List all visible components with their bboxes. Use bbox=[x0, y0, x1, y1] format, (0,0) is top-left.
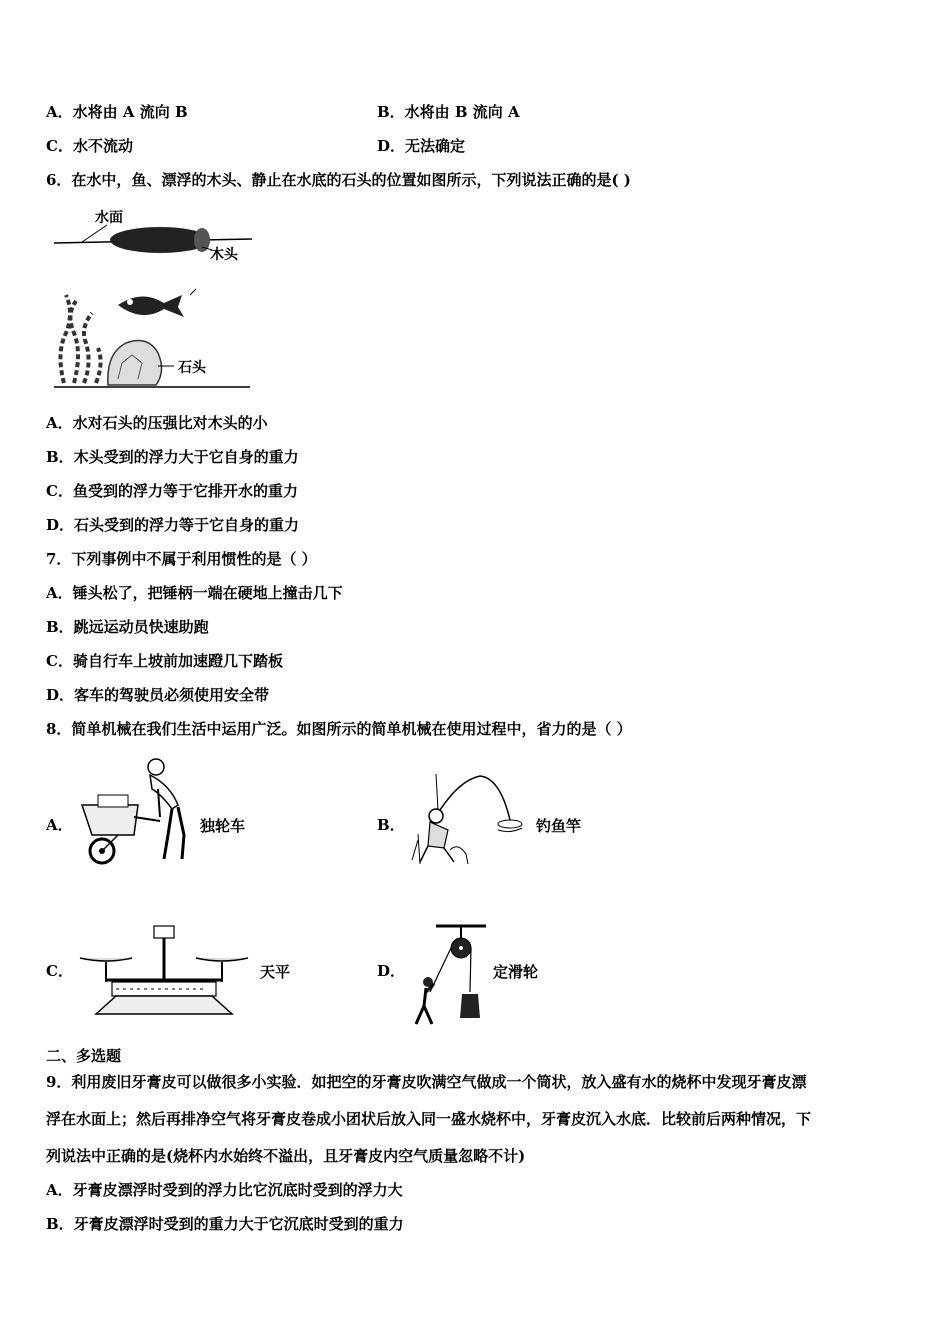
q8-option-d-label: 定滑轮 bbox=[493, 963, 539, 981]
q6-option-b: B．木头受到的浮力大于它自身的重力 bbox=[46, 448, 299, 466]
q8-stem: 8．简单机械在我们生活中运用广泛。如图所示的简单机械在使用过程中，省力的是（ ） bbox=[46, 720, 632, 738]
water-surface-label: 水面 bbox=[95, 210, 123, 226]
q8-option-c-letter: C． bbox=[46, 962, 73, 980]
q8-option-d-letter: D． bbox=[377, 962, 406, 980]
wood-label: 木头 bbox=[210, 247, 238, 263]
balance-figure bbox=[76, 922, 256, 1022]
q8-option-a-label: 独轮车 bbox=[200, 817, 246, 835]
fish-shape bbox=[118, 295, 184, 317]
seaweed-shape bbox=[60, 295, 100, 383]
q9-option-b: B．牙膏皮漂浮时受到的重力大于它沉底时受到的重力 bbox=[46, 1215, 404, 1233]
q8-option-b-label: 钓鱼竿 bbox=[536, 817, 582, 835]
q9-option-a: A．牙膏皮漂浮时受到的浮力比它沉底时受到的浮力大 bbox=[46, 1181, 403, 1199]
q7-option-d: D．客车的驾驶员必须使用安全带 bbox=[46, 686, 270, 704]
q6-stem: 6．在水中，鱼、漂浮的木头、静止在水底的石头的位置如图所示，下列说法正确的是( ) bbox=[46, 171, 631, 189]
q6-figure bbox=[52, 203, 262, 393]
fixed-pulley-figure bbox=[406, 922, 496, 1028]
q8-option-b-letter: B． bbox=[377, 816, 405, 834]
q5-option-c: C．水不流动 bbox=[46, 137, 133, 155]
q5-option-a: A．水将由 A 流向 B bbox=[46, 103, 188, 121]
wheelbarrow-figure bbox=[78, 755, 198, 870]
stone-label: 石头 bbox=[178, 360, 206, 376]
q7-option-c: C．骑自行车上坡前加速蹬几下踏板 bbox=[46, 652, 283, 670]
q8-option-a-letter: A． bbox=[46, 816, 73, 834]
q6-option-c: C．鱼受到的浮力等于它排开水的重力 bbox=[46, 482, 298, 500]
q8-option-c-label: 天平 bbox=[260, 963, 291, 981]
q7-option-a: A．锤头松了，把锤柄一端在硬地上撞击几下 bbox=[46, 584, 343, 602]
water-label-leader bbox=[82, 225, 107, 242]
q9-stem-line-3: 列说法中正确的是(烧杯内水始终不溢出，且牙膏皮内空气质量忽略不计) bbox=[46, 1147, 526, 1165]
section-title: 二、多选题 bbox=[46, 1047, 122, 1065]
q5-option-b: B．水将由 B 流向 A bbox=[377, 103, 520, 121]
q6-option-d: D．石头受到的浮力等于它自身的重力 bbox=[46, 516, 300, 534]
q5-option-d: D．无法确定 bbox=[377, 137, 466, 155]
q9-stem-line-1: 9．利用废旧牙膏皮可以做很多小实验．如把空的牙膏皮吹满空气做成一个筒状，放入盛有水的烧杯中发现牙膏皮漂 bbox=[46, 1073, 807, 1091]
q7-option-b: B．跳远运动员快速助跑 bbox=[46, 618, 209, 636]
stone-shape bbox=[108, 341, 162, 385]
q7-stem: 7．下列事例中不属于利用惯性的是（ ） bbox=[46, 550, 317, 568]
q9-stem-line-2: 浮在水面上；然后再排净空气将牙膏皮卷成小团状后放入同一盛水烧杯中，牙膏皮沉入水底．比较前后两种情况，下 bbox=[46, 1110, 812, 1128]
fishing-rod-figure bbox=[410, 770, 530, 870]
q6-option-a: A．水对石头的压强比对木头的小 bbox=[46, 414, 268, 432]
